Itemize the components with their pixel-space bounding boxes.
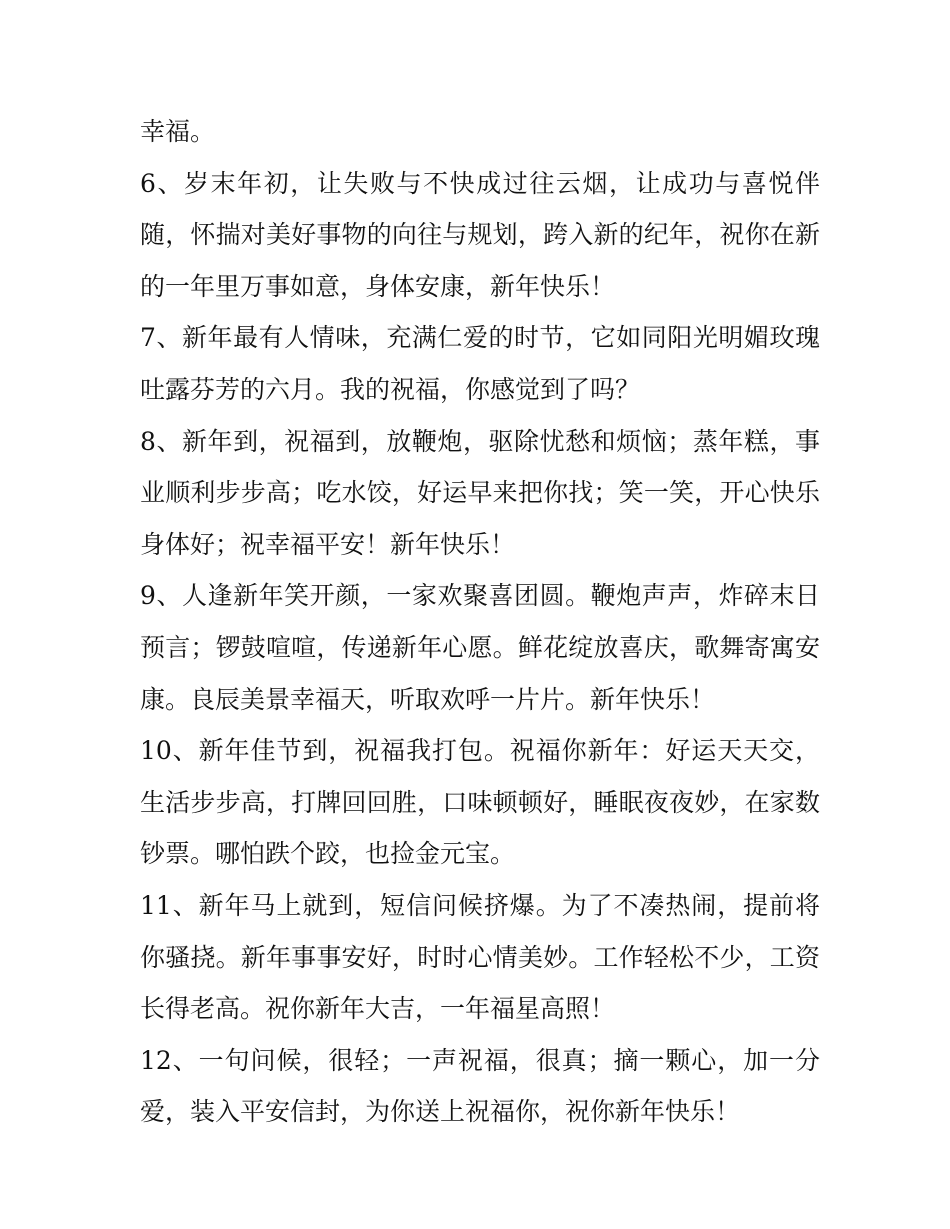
paragraph-continuation: 幸福。 — [140, 117, 216, 146]
paragraph-item-12: 12、一句问候，很轻；一声祝福，很真；摘一颗心，加一分爱，装入平安信封，为你送上祝福你，祝你新年快乐！ — [140, 1045, 820, 1127]
paragraph-item-7: 7、新年最有人情味，充满仁爱的时节，它如同阳光明媚玫瑰吐露芬芳的六月。我的祝福，你感觉到了吗？ — [140, 323, 820, 404]
paragraph-item-6: 6、岁末年初，让失败与不快成过往云烟，让成功与喜悦伴随，怀揣对美好事物的向往与规划，跨入新的纪年，祝你在新的一年里万事如意，身体安康，新年快乐！ — [140, 168, 820, 301]
paragraph-item-8: 8、新年到，祝福到，放鞭炮，驱除忧愁和烦恼；蒸年糕，事业顺利步步高；吃水饺，好运早来把你找；笑一笑，开心快乐身体好；祝幸福平安！新年快乐！ — [140, 426, 820, 559]
document-body — [140, 106, 820, 1138]
paragraph-item-11: 11、新年马上就到，短信问候挤爆。为了不凑热闹，提前将你骚挠。新年事事安好，时时心情美妙。工作轻松不少，工资长得老高。祝你新年大吉，一年福星高照！ — [140, 890, 820, 1024]
paragraph-item-10: 10、新年佳节到，祝福我打包。祝福你新年：好运天天交，生活步步高，打牌回回胜，口味顿顿好，睡眠夜夜妙，在家数钞票。哪怕跌个跤，也捡金元宝。 — [140, 736, 820, 869]
paragraph-item-9: 9、人逢新年笑开颜，一家欢聚喜团圆。鞭炮声声，炸碎末日预言；锣鼓喧喧，传递新年心愿。鲜花绽放喜庆，歌舞寄寓安康。良辰美景幸福天，听取欢呼一片片。新年快乐！ — [140, 581, 820, 714]
